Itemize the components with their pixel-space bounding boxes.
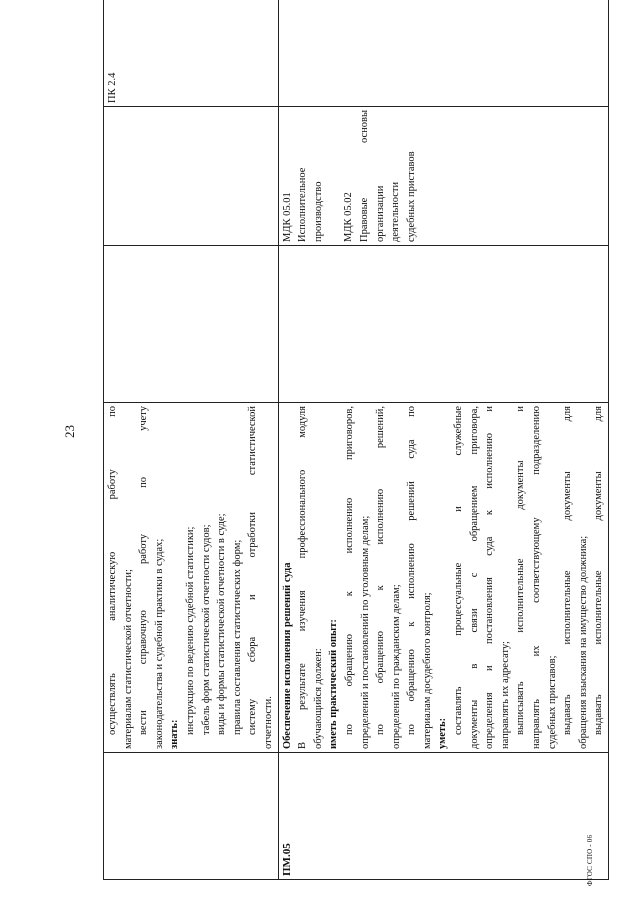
mdk-cell [104, 107, 279, 246]
text-line: определения и постановления суда к исполнению и [484, 406, 496, 749]
empty-cell [278, 246, 608, 403]
text-line: по обращению к исполнению решений, [375, 406, 387, 735]
text-line: по обращению к исполнению решений суда по [406, 406, 418, 735]
text-line: МДК 05.02 [343, 192, 355, 242]
text-line: В результате изучения профессионального модуля [297, 406, 309, 749]
text-line: производство [312, 181, 324, 242]
empty-cell [104, 246, 279, 403]
competency-code-cell: ПК 2.4 [104, 0, 279, 107]
module-code-cell [104, 753, 279, 880]
text-line: выдавать исполнительные документы для [562, 406, 574, 735]
page-number: 23 [62, 425, 77, 438]
text-line: Исполнительное [297, 167, 309, 242]
text-line: виды и формы статистической отчетности в суде; [216, 513, 228, 735]
text-line: определений по гражданским делам; [390, 584, 402, 749]
text-line: документы в связи с обращением приговора, [468, 406, 480, 749]
text-line: судебных приставов [405, 151, 417, 242]
text-line: уметь: [437, 717, 449, 749]
text-line: иметь практический опыт: [328, 619, 340, 749]
table-row [104, 0, 279, 880]
module-content-cell [104, 403, 279, 753]
text-line: вести справочную работу по учету [138, 406, 150, 735]
text-line: правила составления статистических форм; [231, 539, 243, 735]
text-line: осуществлять аналитическую работу по [107, 406, 118, 735]
table-row [278, 0, 608, 880]
text-line: материалам досудебного контроля; [421, 592, 433, 749]
text-line: инструкцию по ведению судебной статистики; [184, 526, 196, 735]
text-line: составлять процессуальные и служебные [453, 406, 465, 735]
text-line: направлять их соответствующему подразделению [531, 406, 543, 749]
text-line: по обращению к исполнению приговоров, [343, 406, 355, 735]
text-line: табель форм статистической отчетности судов; [200, 524, 212, 735]
text-line: материалам статистической отчетности; [122, 569, 134, 749]
competency-table [103, 0, 609, 880]
footer-code: ФГОС СПО - 06 [586, 834, 594, 886]
text-line: отчетности. [262, 696, 274, 749]
text-line: Правовые основы [358, 110, 370, 242]
text-line: обращения взыскания на имущество должника; [577, 535, 589, 749]
text-line: выписывать исполнительные документы и [515, 406, 527, 735]
text-line: МДК 05.01 [281, 192, 293, 242]
text-line: законодательства и судебной практики в судах; [153, 538, 165, 749]
text-line: деятельности [390, 181, 402, 242]
text-line: организации [374, 185, 386, 242]
module-code-cell: ПМ.05 [278, 753, 608, 880]
text-line: знать: [169, 719, 181, 749]
text-line: систему сбора и отработки статистической [247, 406, 259, 735]
text-line: судебных приставов; [546, 655, 558, 749]
text-line: определений и постановлений по уголовным делам; [359, 515, 371, 749]
competency-code-cell [278, 0, 608, 107]
module-content-cell [278, 403, 608, 753]
mdk-cell [278, 107, 608, 246]
text-line [326, 110, 341, 242]
text-line: выдавать исполнительные документы для [593, 406, 605, 735]
text-line: направлять их адресату; [499, 641, 511, 749]
text-line: Обеспечение исполнения решений суда [281, 562, 293, 749]
text-line: обучающийся должен: [312, 648, 324, 749]
